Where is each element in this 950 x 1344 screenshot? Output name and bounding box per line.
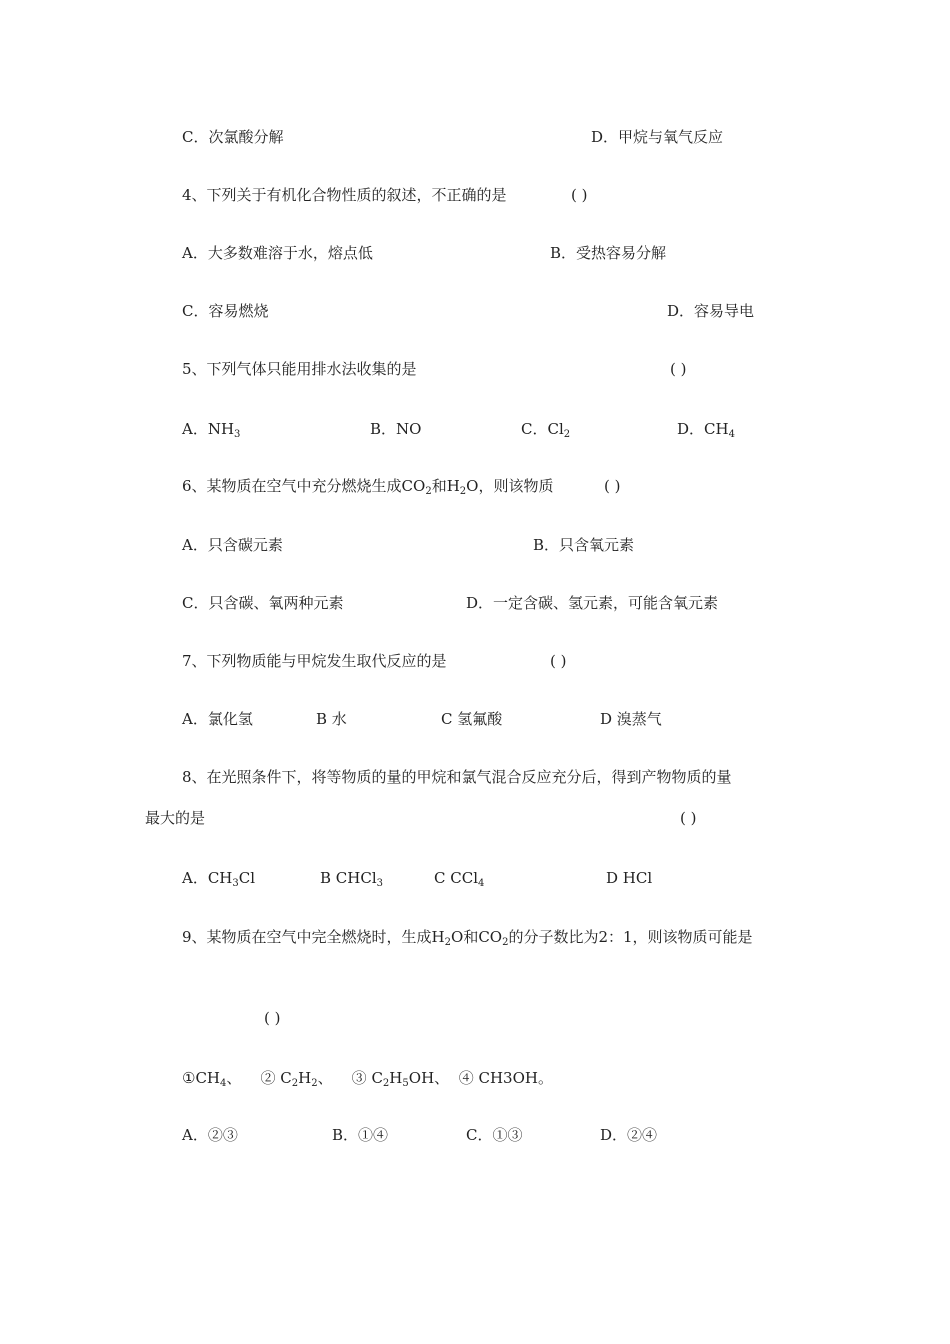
q6-option-c: C．只含碳、氧两种元素 — [182, 594, 344, 612]
q9-option-d: D．②④ — [600, 1126, 658, 1144]
q8-answer-paren: ( ) — [680, 809, 697, 827]
q4-stem: 4、下列关于有机化合物性质的叙述，不正确的是 — [182, 186, 507, 204]
q6-option-b: B．只含氧元素 — [533, 536, 635, 554]
q6-answer-paren: ( ) — [604, 477, 621, 495]
q8-stem-line-1: 8、在光照条件下，将等物质的量的甲烷和氯气混合反应充分后，得到产物物质的量 — [182, 768, 732, 786]
q5-option-a: A．$NH_3$ — [182, 420, 241, 440]
q8-option-b: B CHCl$_3$ — [320, 869, 383, 889]
q8-option-d: D HCl — [606, 869, 653, 887]
q5-stem: 5、下列气体只能用排水法收集的是 — [182, 360, 417, 378]
q9-answer-paren: ( ) — [264, 1009, 281, 1027]
q9-option-b: B．①④ — [332, 1126, 389, 1144]
q7-option-c: C 氢氟酸 — [441, 710, 503, 728]
q4-option-d: D．容易导电 — [667, 302, 755, 320]
q9-stem: 9、某物质在空气中完全燃烧时，生成$H_2O$和$CO_2$的分子数比为2：1，则该物质可能是 — [182, 928, 753, 948]
q8-stem-line-2: 最大的是 — [145, 809, 206, 827]
q9-option-a: A．②③ — [182, 1126, 238, 1144]
q5-answer-paren: ( ) — [670, 360, 687, 378]
q5-option-c: C．$Cl_2$ — [521, 420, 571, 440]
q7-stem: 7、下列物质能与甲烷发生取代反应的是 — [182, 652, 447, 670]
q4-option-c: C．容易燃烧 — [182, 302, 269, 320]
q7-option-d: D 溴蒸气 — [600, 710, 662, 728]
q8-option-a: A．$CH_3Cl$ — [182, 869, 256, 889]
q4-answer-paren: ( ) — [571, 186, 588, 204]
q5-option-b: B．NO — [370, 420, 422, 438]
q5-option-d: D．$CH_4$ — [677, 420, 735, 440]
q8-option-c: C CCl$_4$ — [434, 869, 485, 889]
q9-compound-list: $①CH_4$、 ② $C_2H_2$、 ③ $C_2H_5OH$、 ④ CH3OH。 — [182, 1069, 553, 1089]
q4-option-a: A．大多数难溶于水，熔点低 — [182, 244, 373, 262]
q6-option-d: D．一定含碳、氢元素，可能含氧元素 — [466, 594, 719, 612]
q7-answer-paren: ( ) — [550, 652, 567, 670]
q9-option-c: C．①③ — [466, 1126, 523, 1144]
q3-option-c: C．次氯酸分解 — [182, 128, 284, 146]
q6-option-a: A．只含碳元素 — [182, 536, 283, 554]
q6-stem: 6、某物质在空气中充分燃烧生成$CO_2$和$H_2O$，则该物质 — [182, 477, 554, 497]
q3-option-d: D．甲烷与氧气反应 — [591, 128, 724, 146]
q7-option-b: B 水 — [316, 710, 347, 728]
q7-option-a: A．氯化氢 — [182, 710, 253, 728]
q4-option-b: B．受热容易分解 — [550, 244, 667, 262]
